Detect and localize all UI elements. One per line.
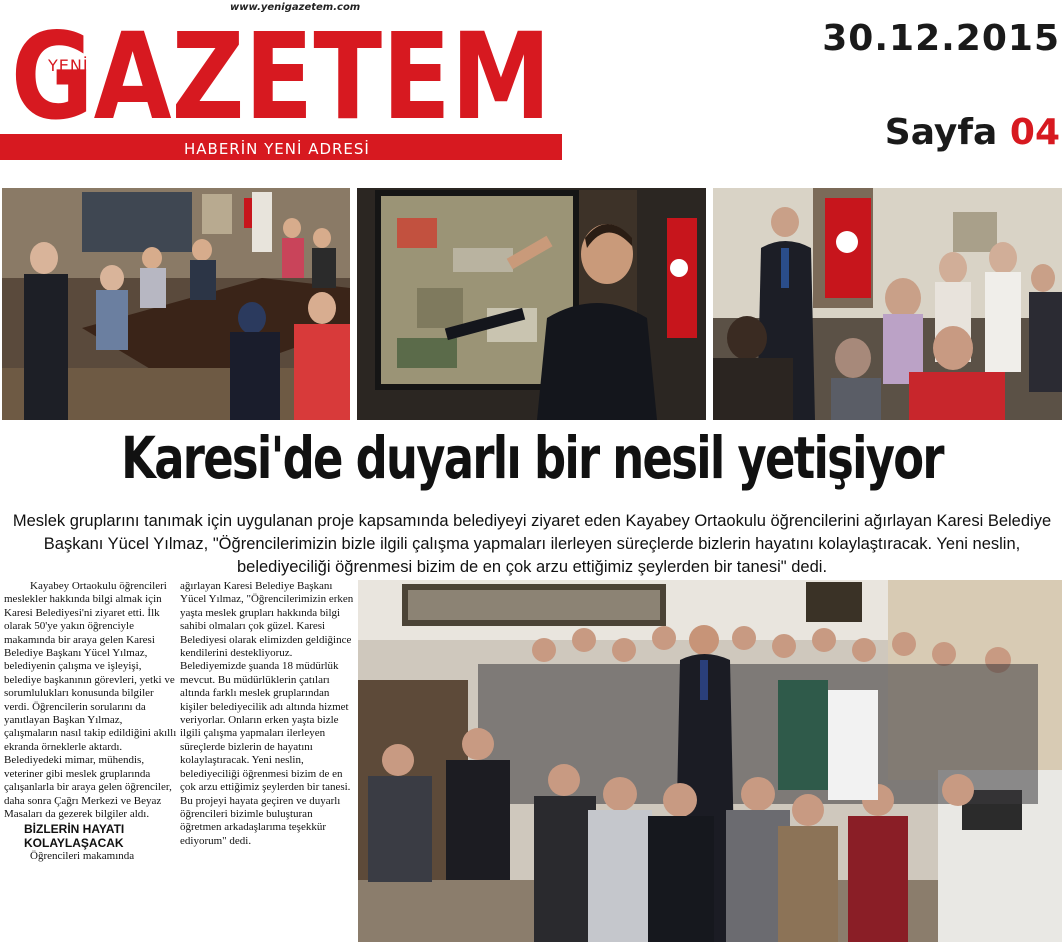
svg-text:GAZETEM: GAZETEM [10,16,552,126]
logo-prefix: YENİ [48,56,89,75]
column-1-paragraph: Kayabey Ortaokulu öğrencileri meslekler hakkında bilgi almak için Karesi Belediyesi'ni ziyaret etti. İlk olarak 50'ye yakın öğrenciyle makamında bir araya gelen Karesi Belediye Başkanı Yücel Yılmaz, belediyenin çalışma ve işleyişi, belediye başkanının görevleri, yetki ve sorumlulukları konusunda bilgiler verdi. Öğrencilerin sorularını da yanıtlayan Başkan Yılmaz, çalışmaların nasıl takip edildiğini akıllı ekranda örneklerle aktardı. Belediyedeki mimar, mühendis, veteriner gibi meslek gruplarında çalışanlarla bir araya gelen öğrenciler, daha sonra Çağrı Merkezi ve Beyaz Masaları da gezerek bilgiler aldı. [4,580,177,820]
article-column-1 [4,580,178,864]
column-1-tail: Öğrencileri makamında [30,850,135,863]
photo-office-flag [713,188,1062,420]
page-label: Sayfa [884,112,998,153]
page-number-value: 04 [1009,112,1060,153]
article-lead: Meslek gruplarını tanımak için uygulanan proje kapsamında belediyeyi ziyaret eden Kayabey Ortaokulu öğrencilerini ağırlayan Karesi Belediye Başkanı Yücel Yılmaz, "Öğrencilerimizin bizle ilgili çalışma yapmaları ilerleyen süreçlerde bizlerin hayatını kolaylaştıracak. Yeni neslin, belediyeciliği öğrenmesi bizim de en çok arzu ettiğimiz şeylerden bir tanesi" dedi. [12,512,1052,576]
logo-tagline: HABERİN YENİ ADRESİ [184,140,370,158]
page-number [885,112,1060,153]
column-2-paragraph: ağırlayan Karesi Belediye Başkanı Yücel Yılmaz, "Öğrencilerimizin erken yaşta meslek grupları hakkında bilgi sahibi olmaları çok güzel. Karesi Belediyesi olarak elimizden geldiğince kendilerini destekliyoruz. Belediyemizde şuanda 18 müdürlük mevcut. Bu müdürlüklerin çatıları altında farklı meslek gruplarından kişiler belediyecilik adı altında hizmet veriyorlar. Onların erken yaşta bizle ilgili çalışma yapmaları ilerleyen süreçlerde bizlerin de hayatını kolaylaştıracak. Yeni neslin, belediyeciliği öğrenmesi bizim de en çok arzu ettiğimiz şeylerden bir tanesi. Bu projeyi hayata geçiren ve duyarlı öğrencileri bizimle buluşturan öğretmen arkadaşlarıma teşekkür ediyorum" dedi. [180,580,354,847]
article-subheading: BİZLERİN HAYATI KOLAYLAŞACAK [24,822,125,851]
website-url: www.yenigazetem.com [230,2,361,13]
photo-meeting-room [2,188,350,420]
newspaper-logo [0,10,562,160]
article-headline: Karesi'de duyarlı bir nesil yetişiyor [121,424,943,492]
issue-date: 30.12.2015 [822,18,1060,59]
article-column-2 [180,580,354,848]
photo-group [358,580,1062,942]
photo-smart-screen [357,188,706,420]
